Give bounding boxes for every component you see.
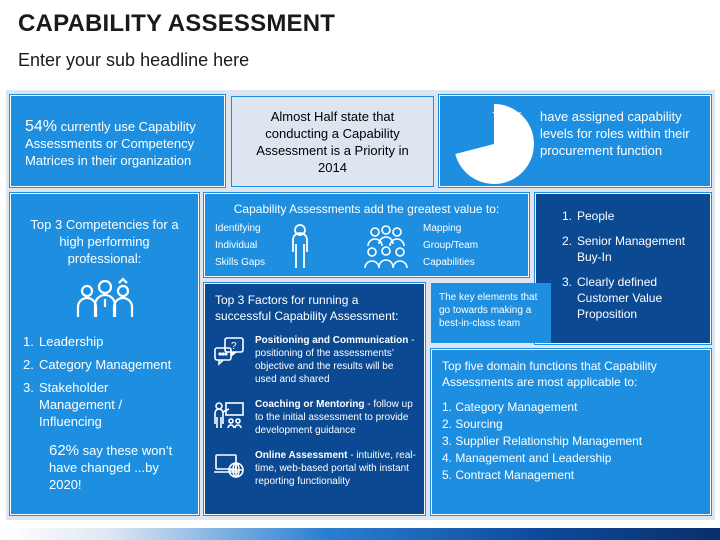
key-elements-box <box>535 193 711 344</box>
value-add-group: Mapping Group/Team Capabilities <box>423 223 479 268</box>
factors-heading: Top 3 Factors for running a successful Capability Assessment: <box>215 293 399 323</box>
page-subtitle: Enter your sub headline here <box>18 50 250 70</box>
factor-title: Positioning and Communication <box>255 335 409 346</box>
stat-71-text: have assigned capability levels for roles within their procurement function <box>540 109 690 158</box>
list-item: 3. Supplier Relationship Management <box>442 434 643 448</box>
factor-title: Online Assessment <box>255 450 348 461</box>
list-item: 1. Category Management <box>442 400 578 414</box>
value-add-individual: Identifying Individual Skills Gaps <box>215 223 266 268</box>
key-elements-caption: The key elements that go towards making a best-in-class team <box>431 283 551 343</box>
factor-item <box>213 334 416 386</box>
team-icon <box>23 277 186 319</box>
factor-title: Coaching or Mentoring <box>255 399 365 410</box>
stat-71-box <box>439 95 711 187</box>
laptop-globe-icon <box>213 451 245 481</box>
stat-62-text: say these won’t have changed ...by 2020! <box>49 443 173 492</box>
competencies-box <box>10 193 199 515</box>
half-state-text: Almost Half state that conducting a Capability Assessment is a Priority in 2014 <box>256 108 409 175</box>
competencies-heading: Top 3 Competencies for a high performing professional: <box>30 217 179 266</box>
domains-list <box>442 399 700 483</box>
stat-62-percent: 62% <box>49 442 80 459</box>
factors-box <box>204 283 425 515</box>
factor-item <box>213 449 416 488</box>
stat-54-percent: 54% <box>25 118 58 135</box>
stat-62 <box>23 442 186 493</box>
factor-text: - positioning of the assessments’ objective and the results will be used and shared <box>255 335 415 385</box>
list-item: 3. Stakeholder Management / Influencing <box>23 380 123 429</box>
list-item: 1. Leadership <box>23 334 104 349</box>
svg-text:?: ? <box>231 341 237 352</box>
chat-bubbles-icon <box>213 336 245 366</box>
group-icon <box>363 224 409 270</box>
list-item: 2. Sourcing <box>442 417 503 431</box>
list-item: 5. Contract Management <box>442 468 575 482</box>
list-item: 4. Management and Leadership <box>442 451 612 465</box>
factor-item <box>213 398 416 437</box>
value-add-box <box>204 193 529 277</box>
factor-text: - follow up to the initial assessment to provide development guidance <box>255 399 413 436</box>
list-item: 3. Clearly defined Customer Value Proposition <box>562 275 663 321</box>
presentation-board-icon <box>213 400 245 430</box>
list-item: 2. Senior Management Buy-In <box>562 234 686 264</box>
value-add-heading: Capability Assessments add the greatest value to: <box>233 202 500 216</box>
person-icon <box>289 224 311 270</box>
competencies-list <box>23 333 186 430</box>
page-title: CAPABILITY ASSESSMENT <box>18 10 336 37</box>
domains-box <box>431 349 711 515</box>
stat-54-box <box>10 95 225 187</box>
factor-text: - intuitive, real-time, web-based portal with instant reporting functionality <box>255 450 416 487</box>
domains-heading: Top five domain functions that Capability Assessments are most applicable to: <box>442 359 657 389</box>
list-item: 1. People <box>562 209 615 223</box>
list-item: 2. Category Management <box>23 357 172 372</box>
stat-71-percent: 71% <box>492 110 525 127</box>
decorative-bottom-strip <box>0 528 720 540</box>
key-elements-list <box>562 208 700 322</box>
half-state-box <box>231 96 434 187</box>
stat-54-text: currently use Capability Assessments or Competency Matrices in their organization <box>25 119 196 168</box>
